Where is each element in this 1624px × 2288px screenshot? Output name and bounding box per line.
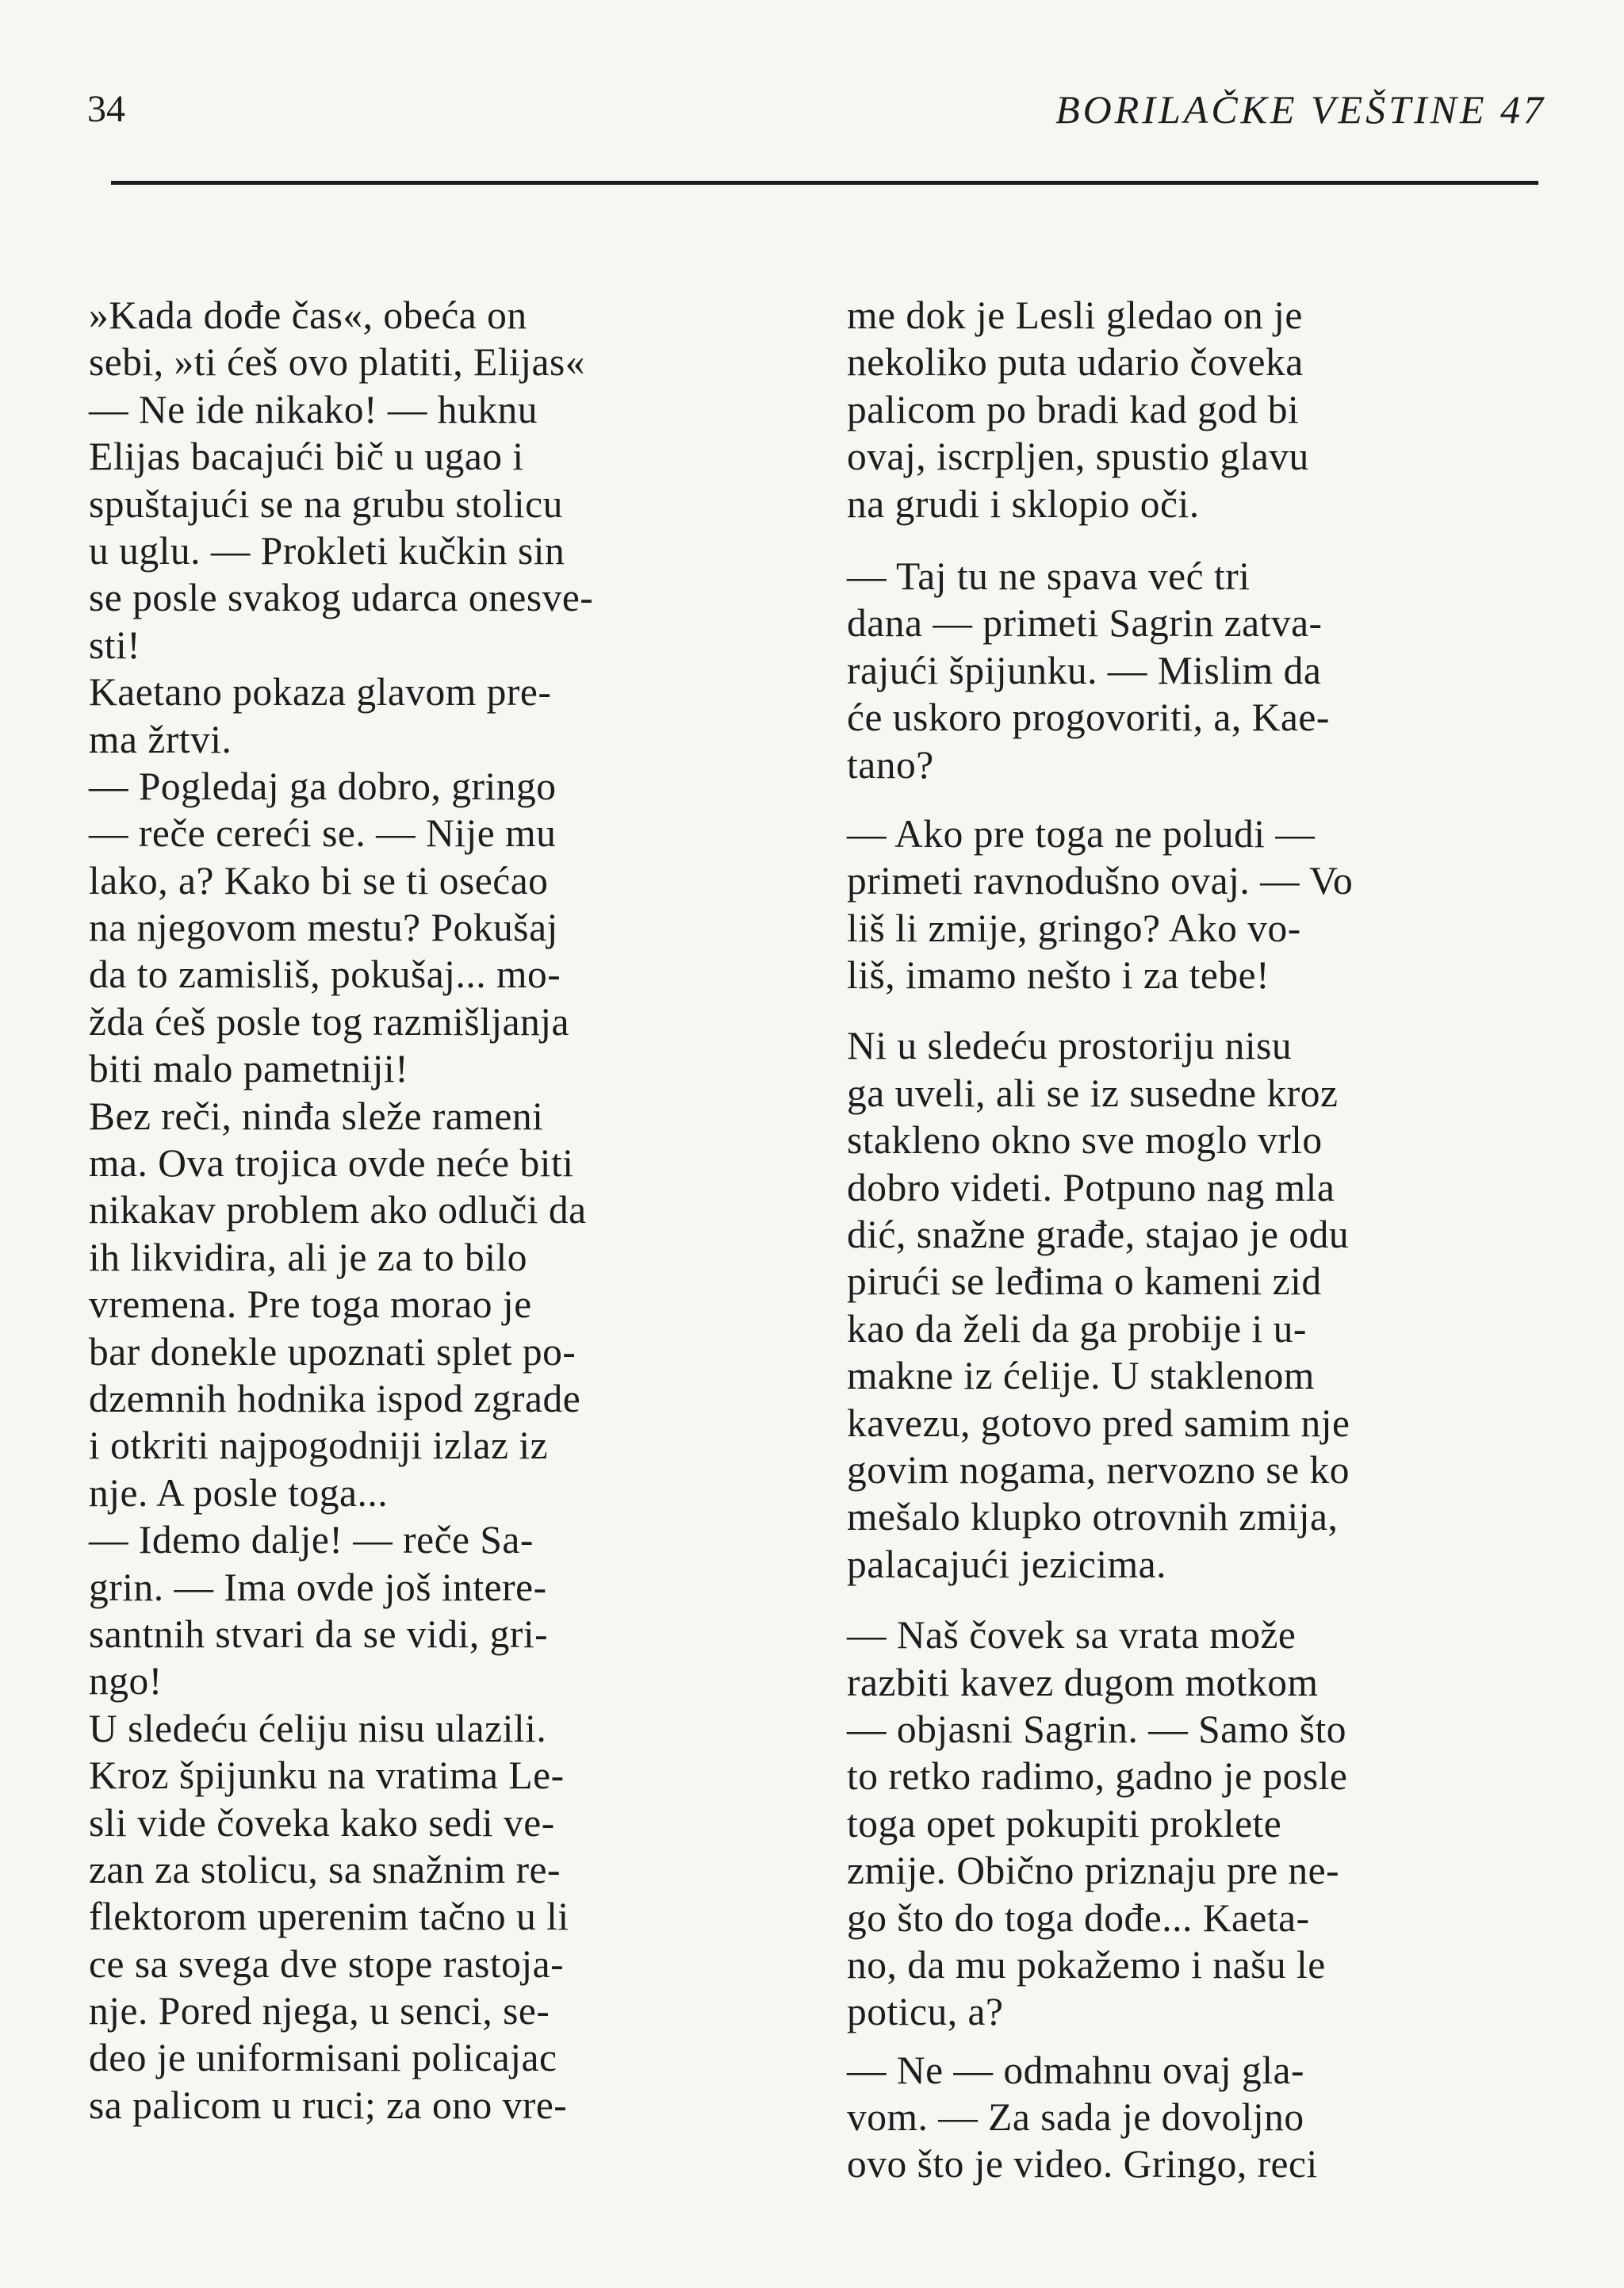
text-line: Ni u sledeću prostoriju nisu xyxy=(847,1024,1293,1068)
text-line: na njegovom mestu? Pokušaj xyxy=(89,906,558,950)
text-line: me dok je Lesli gledao on je xyxy=(847,293,1303,337)
text-line: nje. A posle toga... xyxy=(89,1470,389,1515)
text-line: tano? xyxy=(847,742,934,787)
text-line: — Taj tu ne spava već tri xyxy=(847,554,1251,598)
text-line: dzemnih hodnika ispod zgrade xyxy=(89,1376,581,1420)
text-line: palacajući jezicima. xyxy=(847,1542,1167,1586)
page-number: 34 xyxy=(87,88,125,130)
text-line: makne iz ćelije. U staklenom xyxy=(847,1354,1315,1398)
text-line: dana — primeti Sagrin zatva- xyxy=(847,601,1323,646)
paragraph-gap xyxy=(847,1588,1553,1612)
text-line: rajući špijunku. — Mislim da xyxy=(847,648,1322,692)
text-line: — Ako pre toga ne poludi — xyxy=(847,811,1316,856)
text-line: — Idemo dalje! — reče Sa- xyxy=(89,1518,534,1562)
text-line: grin. — Ima ovde još intere- xyxy=(89,1565,547,1609)
text-line: primeti ravnodušno ovaj. — Vo xyxy=(847,859,1354,903)
text-line: Kroz špijunku na vratima Le- xyxy=(89,1753,565,1798)
paragraph-gap xyxy=(847,2036,1553,2047)
text-line: liš, imamo nešto i za tebe! xyxy=(847,953,1270,998)
text-line: Elijas bacajući bič u ugao i xyxy=(89,435,524,479)
text-line: ma. Ova trojica ovde neće biti xyxy=(89,1141,574,1186)
page-header xyxy=(87,86,1546,141)
text-line: ih likvidira, ali je za to bilo xyxy=(89,1235,527,1279)
text-line: deo je uniformisani policajac xyxy=(89,2036,557,2080)
text-line: mešalo klupko otrovnih zmija, xyxy=(847,1495,1339,1539)
text-line: nekoliko puta udario čoveka xyxy=(847,340,1304,385)
text-line: kavezu, gotovo pred samim nje xyxy=(847,1401,1350,1445)
text-line: sti! xyxy=(89,623,141,667)
text-line: ngo! xyxy=(89,1659,163,1704)
header-rule xyxy=(111,181,1538,185)
text-line: nje. Pored njega, u senci, se- xyxy=(89,1989,550,2033)
text-line: toga opet pokupiti proklete xyxy=(847,1801,1282,1845)
paragraph-gap xyxy=(847,998,1553,1022)
text-line: »Kada dođe čas«, obeća on xyxy=(89,293,527,337)
text-line: će uskoro progovoriti, a, Kae- xyxy=(847,696,1330,740)
text-line: u uglu. — Prokleti kučkin sin xyxy=(89,528,565,573)
text-line: — objasni Sagrin. — Samo što xyxy=(847,1707,1346,1751)
text-line: i otkriti najpogodniji izlaz iz xyxy=(89,1424,549,1468)
text-line: go što do toga dođe... Kaeta- xyxy=(847,1895,1310,1940)
text-line: bar donekle upoznati splet po- xyxy=(89,1329,576,1374)
text-line: poticu, a? xyxy=(847,1990,1004,2034)
text-line: ma žrtvi. xyxy=(89,717,232,761)
text-line: da to zamisliš, pokušaj... mo- xyxy=(89,952,561,997)
text-line: biti malo pametniji! xyxy=(89,1047,409,1091)
text-line: spuštajući se na grubu stolicu xyxy=(89,481,563,526)
paragraph-gap xyxy=(847,788,1553,811)
text-line: — Ne — odmahnu ovaj gla- xyxy=(847,2048,1304,2092)
text-line: dobro videti. Potpuno nag mla xyxy=(847,1165,1335,1209)
text-line: palicom po bradi kad god bi xyxy=(847,387,1300,431)
text-line: žda ćeš posle tog razmišljanja xyxy=(89,999,570,1044)
text-line: Kaetano pokaza glavom pre- xyxy=(89,670,552,715)
text-line: — reče cereći se. — Nije mu xyxy=(89,811,557,856)
text-line: nikakav problem ako odluči da xyxy=(89,1188,587,1232)
text-line: zmije. Obično priznaju pre ne- xyxy=(847,1849,1340,1893)
text-line: zan za stolicu, sa snažnim re- xyxy=(89,1847,561,1891)
text-line: — Ne ide nikako! — huknu xyxy=(89,387,538,431)
text-line: dić, snažne građe, stajao je odu xyxy=(847,1213,1350,1257)
text-line: sa palicom u ruci; za ono vre- xyxy=(89,2083,568,2127)
text-line: kao da želi da ga probije i u- xyxy=(847,1306,1307,1351)
text-line: to retko radimo, gadno je posle xyxy=(847,1754,1348,1799)
text-line: sebi, »ti ćeš ovo platiti, Elijas« xyxy=(89,340,586,385)
text-line: U sledeću ćeliju nisu ulazili. xyxy=(89,1706,547,1750)
text-line: flektorom uperenim tačno u li xyxy=(89,1895,569,1939)
left-text-column xyxy=(89,292,795,2129)
text-line: lako, a? Kako bi se ti osećao xyxy=(89,858,549,903)
text-line: — Pogledaj ga dobro, gringo xyxy=(89,764,557,808)
text-line: liš li zmije, gringo? Ako vo- xyxy=(847,906,1301,950)
text-line: govim nogama, nervozno se ko xyxy=(847,1447,1350,1492)
running-title: BORILAČKE VEŠTINE 47 xyxy=(1055,87,1546,132)
text-line: razbiti kavez dugom motkom xyxy=(847,1660,1319,1704)
text-line: vom. — Za sada je dovoljno xyxy=(847,2095,1304,2140)
text-line: no, da mu pokažemo i našu le xyxy=(847,1942,1326,1987)
right-text-column xyxy=(847,292,1553,2188)
text-line: ga uveli, ali se iz susedne kroz xyxy=(847,1071,1339,1115)
text-line: se posle svakog udarca onesve- xyxy=(89,576,594,620)
text-line: ovo što je video. Gringo, reci xyxy=(847,2142,1318,2186)
text-line: sli vide čoveka kako sedi ve- xyxy=(89,1800,555,1845)
text-line: vremena. Pre toga morao je xyxy=(89,1282,532,1327)
text-line: ce sa svega dve stope rastoja- xyxy=(89,1941,565,1986)
text-line: stakleno okno sve moglo vrlo xyxy=(847,1118,1323,1163)
text-line: ovaj, iscrpljen, spustio glavu xyxy=(847,435,1309,479)
text-line: Bez reči, ninđa sleže rameni xyxy=(89,1094,544,1138)
text-line: santnih stvari da se vidi, gri- xyxy=(89,1612,549,1656)
paragraph-gap xyxy=(847,527,1553,553)
text-line: — Naš čovek sa vrata može xyxy=(847,1613,1297,1658)
text-line: na grudi i sklopio oči. xyxy=(847,481,1200,526)
text-line: pirući se leđima o kameni zid xyxy=(847,1259,1322,1304)
